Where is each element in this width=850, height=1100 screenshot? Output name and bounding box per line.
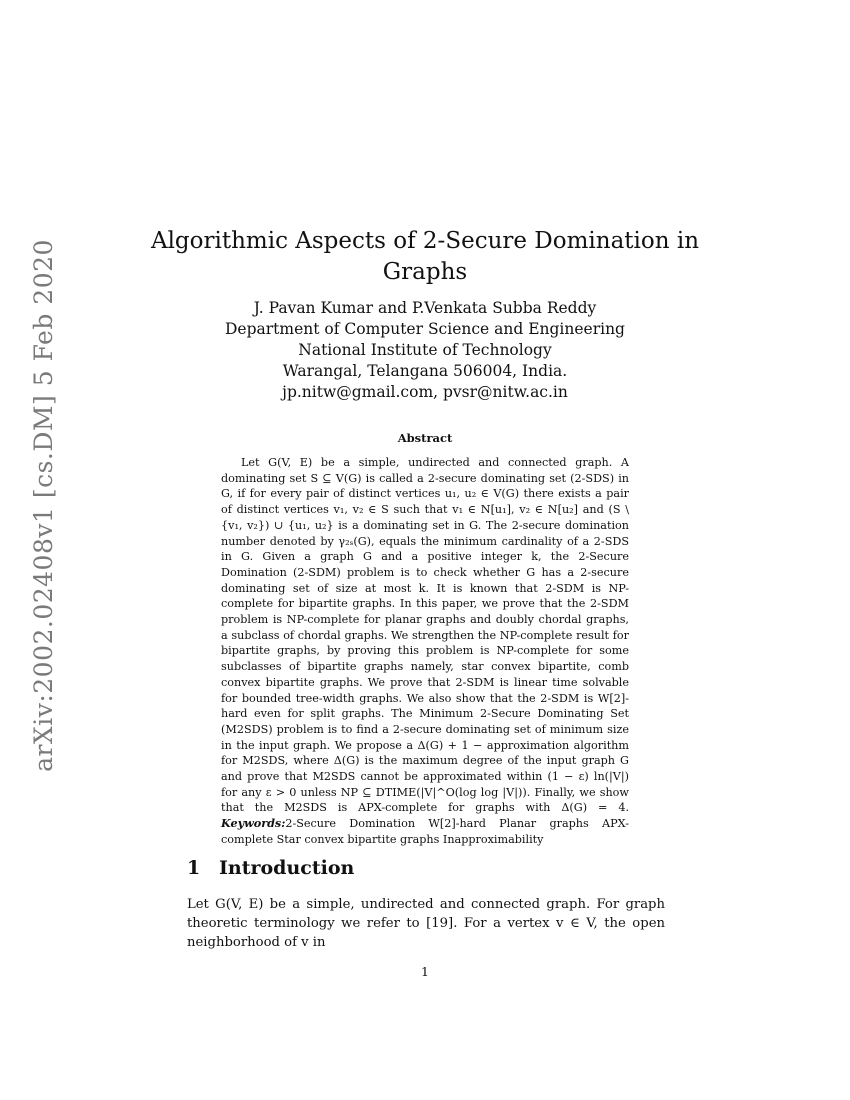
author-emails: jp.nitw@gmail.com, pvsr@nitw.ac.in — [282, 383, 568, 401]
section-heading — [187, 857, 667, 879]
abstract-body: Let G(V, E) be a simple, undirected and connected graph. A dominating set S ⊆ V(G) is called a 2-secure dominating set (2-SDS) in G, if for every pair of distinct vertices u₁, u₂ ∈ V(G) there exists a pair of distinct vertices v₁, v₂ ∈ S such that v₁ ∈ N[u₁], v₂ ∈ N[u₂] and (S \ {v₁, v₂}) ∪ {u₁, u₂} is a dominating set in G. The 2-secure domination number denoted by γ₂ₛ(G), equals the minimum cardinality of a 2-SDS in G. Given a graph G and a positive integer k, the 2-Secure Domination (2-SDM) problem is to check whether G has a 2-secure dominating set of size at most k. It is known that 2-SDM is NP-complete for bipartite graphs. In this paper, we prove that the 2-SDM problem is NP-complete for planar graphs and doubly chordal graphs, a subclass of chordal graphs. We strengthen the NP-complete result for bipartite graphs, by proving this problem is NP-complete for some subclasses of bipartite graphs namely, star convex bipartite, comb convex bipartite graphs. We prove that 2-SDM is linear time solvable for bounded tree-width graphs. We also show that the 2-SDM is W[2]-hard even for split graphs. The Minimum 2-Secure Dominating Set (M2SDS) problem is to find a 2-secure dominating set of minimum size in the input graph. We propose a Δ(G) + 1 − approximation algorithm for M2SDS, where Δ(G) is the maximum degree of the input graph G and prove that M2SDS cannot be approximated within (1 − ε) ln(|V|) for any ε > 0 unless NP ⊆ DTIME(|V|^O(log log |V|)). Finally, we show that the M2SDS is APX-complete for graphs with Δ(G) = 4. — [221, 456, 629, 815]
page-number: 1 — [421, 964, 429, 979]
paper-title: Algorithmic Aspects of 2-Secure Domination in Graphs — [150, 228, 700, 285]
keywords-label: Keywords: — [221, 816, 286, 831]
abstract-text — [221, 455, 629, 848]
author-block — [150, 298, 700, 403]
abstract-heading: Abstract — [397, 431, 453, 445]
introduction-paragraph: Let G(V, E) be a simple, undirected and connected graph. For graph theoretic terminology we refer to [19]. For a vertex v ∈ V, the open neighborhood of v in — [187, 897, 665, 950]
author-department: Department of Computer Science and Engineering — [225, 320, 625, 338]
section-title: Introduction — [219, 857, 355, 879]
arxiv-identifier: arXiv:2002.02408v1 [cs.DM] 5 Feb 2020 — [28, 238, 58, 772]
author-names: J. Pavan Kumar and P.Venkata Subba Reddy — [253, 299, 597, 317]
keywords-list: 2-Secure Domination W[2]-hard Planar graphs APX-complete Star convex bipartite graphs Inapproximability — [221, 817, 629, 846]
author-institute: National Institute of Technology — [298, 341, 552, 359]
arxiv-side-stamp — [18, 238, 68, 772]
section-number: 1 — [187, 857, 201, 879]
author-address: Warangal, Telangana 506004, India. — [282, 362, 568, 380]
